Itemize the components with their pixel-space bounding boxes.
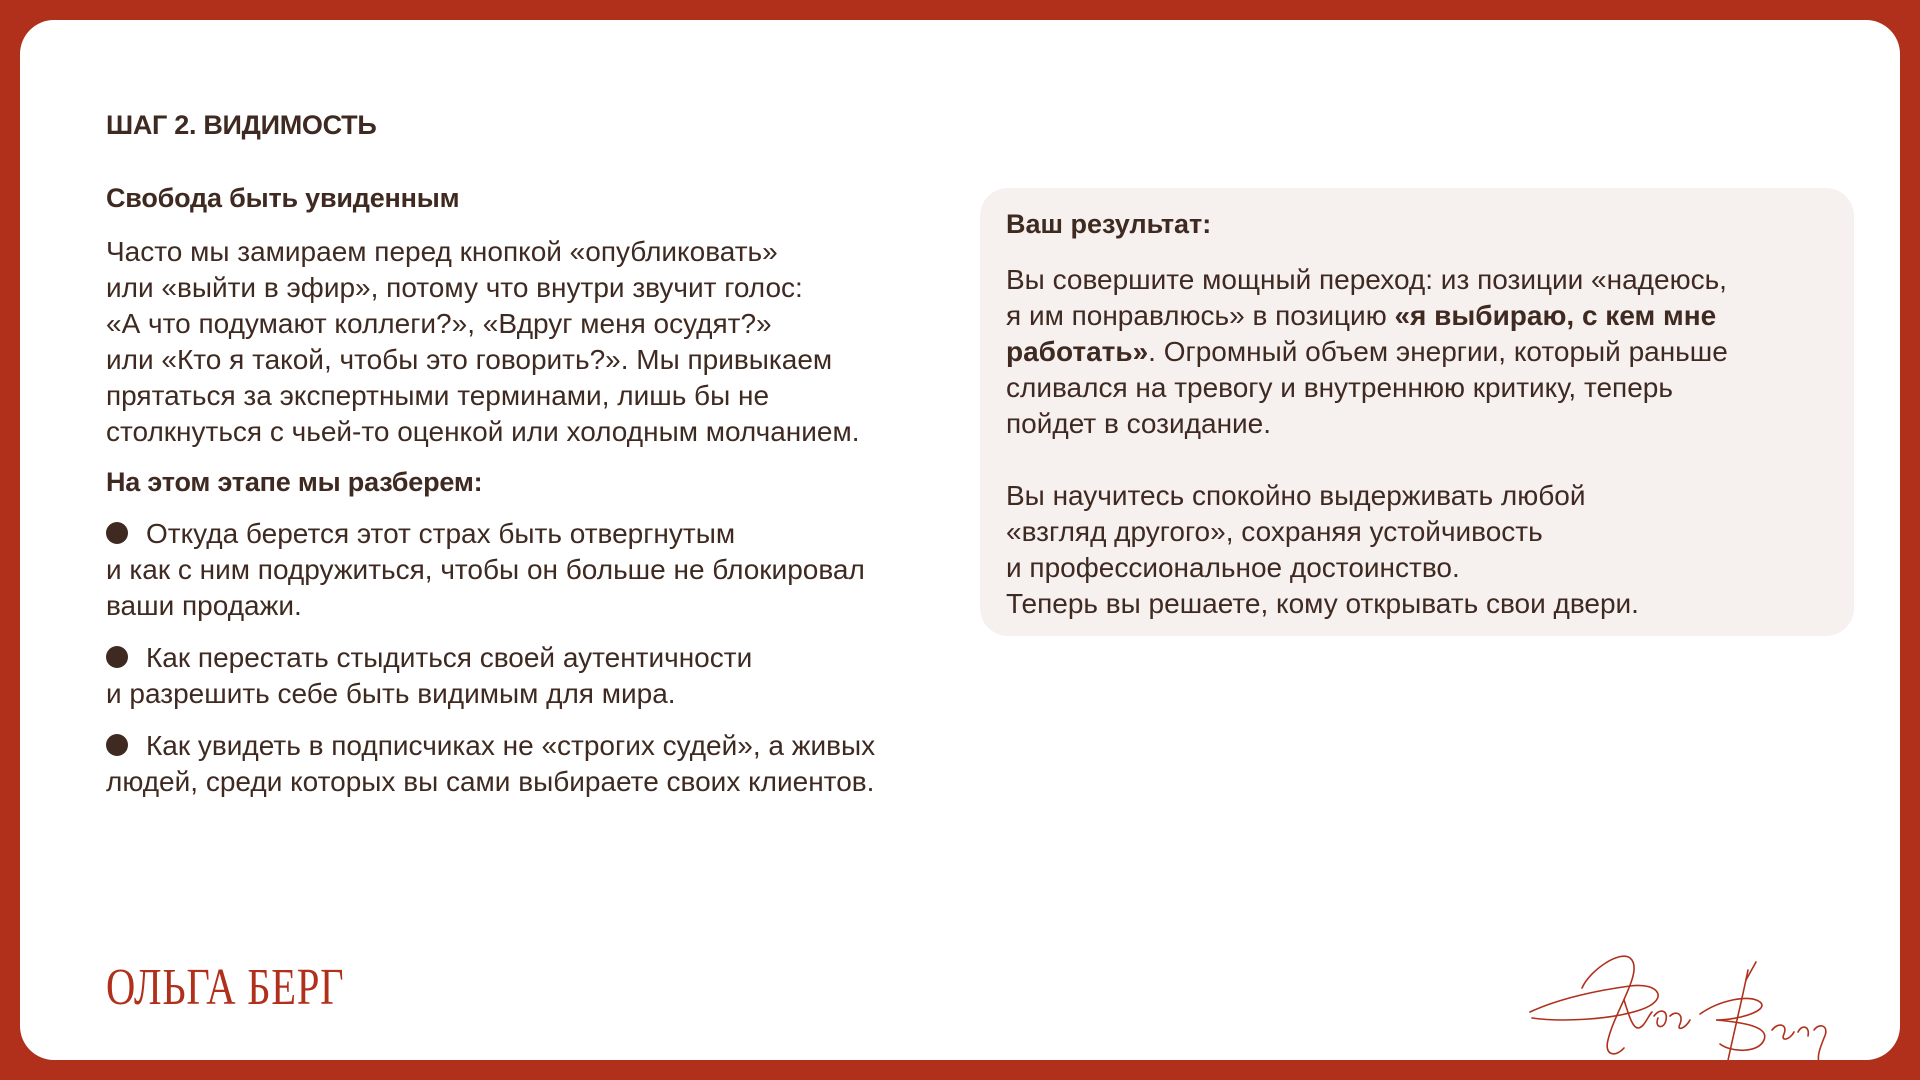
list-item (106, 728, 946, 800)
result-panel (980, 188, 1854, 636)
bullet-dot-icon (106, 734, 128, 756)
signature-image (1520, 940, 1860, 1080)
result-paragraph-2: Вы научитесь спокойно выдерживать любой «взгляд другого», сохраняя устойчивость и профессиональное достоинство. Теперь вы решаете, кому открывать свои двери. (1006, 480, 1639, 619)
list-item (106, 516, 946, 624)
result-text-bold: «я выбираю, с кем мне работать» (1006, 300, 1717, 367)
list-item-text: Откуда берется этот страх быть отвергнутым и как с ним подружиться, чтобы он больше не блокировал ваши продажи. (106, 518, 865, 621)
result-title: Ваш результат: (1006, 209, 1212, 239)
result-text-after: . Огромный объем энергии, который раньше сливался на тревогу и внутреннюю критику, теперь пойдет в созидание. (1006, 336, 1728, 439)
list-item (106, 640, 946, 712)
bullet-dot-icon (106, 646, 128, 668)
brand-logo: ОЛЬГА БЕРГ (106, 959, 345, 1016)
slide-card (20, 20, 1900, 1060)
list-item-text: Как увидеть в подписчиках не «строгих судей», а живых людей, среди которых вы сами выбираете своих клиентов. (106, 730, 876, 797)
list-item-text: Как перестать стыдиться своей аутентичности и разрешить себе быть видимым для мира. (106, 642, 753, 709)
step-title: ШАГ 2. ВИДИМОСТЬ (106, 110, 377, 140)
intro-paragraph: Часто мы замираем перед кнопкой «опубликовать» или «выйти в эфир», потому что внутри звучит голос: «А что подумают коллеги?», «Вдруг меня осудят?» или «Кто я такой, чтобы это говорить?». Мы привыкаем прятаться за экспертными терминами, лишь бы не столкнуться с чьей-то оценкой или холодным молчанием. (106, 236, 860, 447)
topics-list (106, 516, 946, 800)
left-column (106, 180, 946, 816)
topics-subheading: На этом этапе мы разберем: (106, 467, 483, 497)
bullet-dot-icon (106, 522, 128, 544)
section-heading: Свобода быть увиденным (106, 183, 460, 213)
result-paragraph (1006, 262, 1828, 442)
result-text-before: Вы совершите мощный переход: из позиции «надеюсь, я им понравлюсь» в позицию (1006, 264, 1727, 331)
